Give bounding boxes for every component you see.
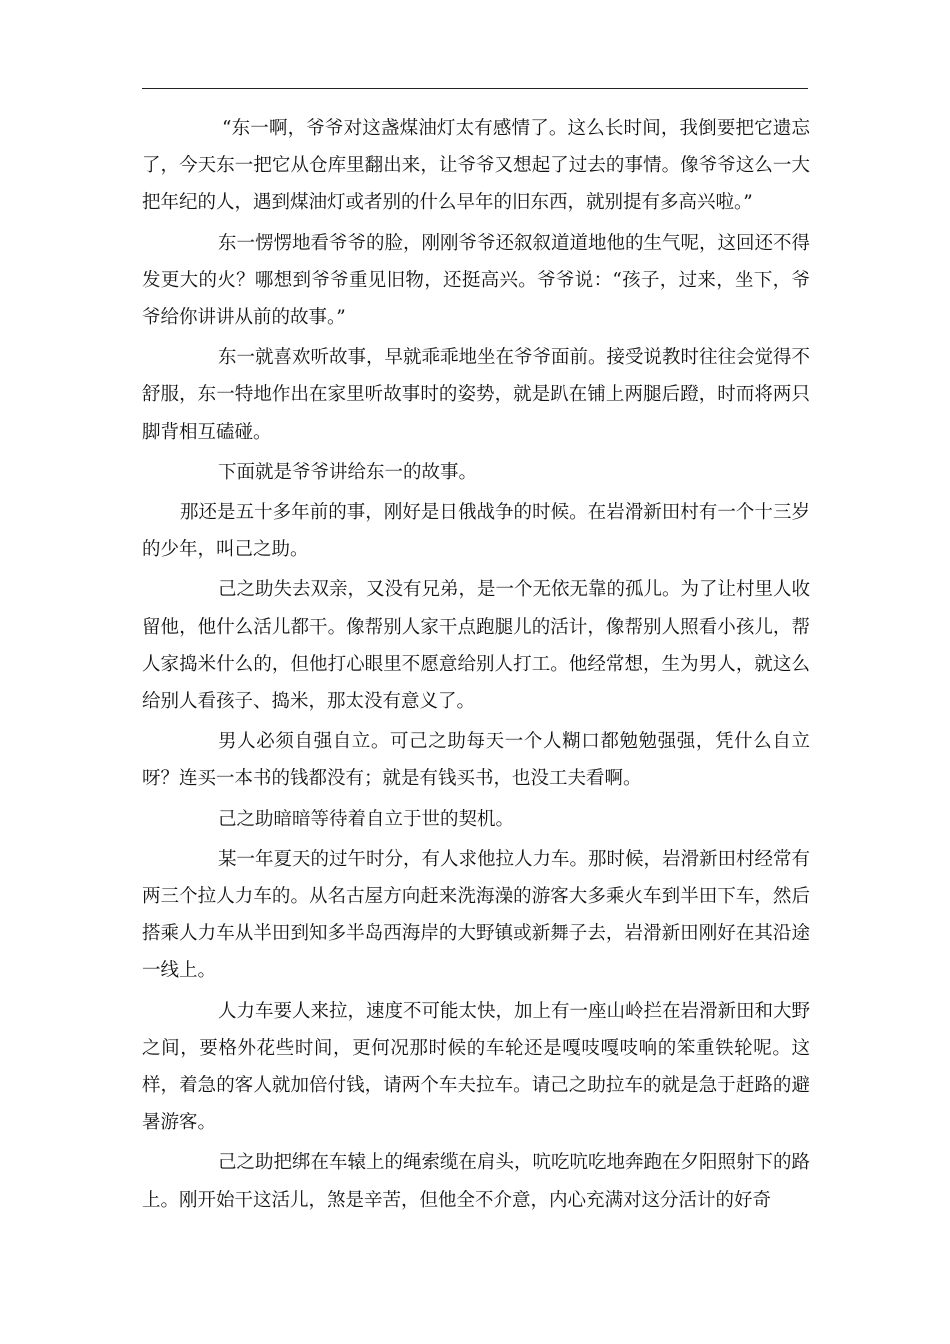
paragraph: “东一啊，爷爷对这盏煤油灯太有感情了。这么长时间，我倒要把它遗忘了，今天东一把它从仓库里翻出来，让爷爷又想起了过去的事情。像爷爷这么一大把年纪的人，遇到煤油灯或者别的什么早年的旧东西，就别提有多高兴啦。” xyxy=(142,118,810,214)
document-body xyxy=(142,110,810,1222)
paragraph: 那还是五十多年前的事，刚好是日俄战争的时候。在岩滑新田村有一个十三岁的少年，叫己之助。 xyxy=(142,502,810,561)
paragraph: 某一年夏天的过午时分，有人求他拉人力车。那时候，岩滑新田村经常有两三个拉人力车的。从名古屋方向赶来洗海澡的游客大多乘火车到半田下车，然后搭乘人力车从半田到知多半岛西海岸的大野镇或新舞子去，岩滑新田刚好在其沿途一线上。 xyxy=(142,848,811,982)
paragraph: 己之助暗暗等待着自立于世的契机。 xyxy=(218,808,515,830)
paragraph: 人力车要人来拉，速度不可能太快，加上有一座山岭拦在岩滑新田和大野之间，要格外花些时间，更何况那时候的车轮还是嘎吱嘎吱响的笨重铁轮呢。这样，着急的客人就加倍付钱，请两个车夫拉车。请己之助拉车的就是急于赶路的避暑游客。 xyxy=(142,1000,811,1134)
paragraph: 男人必须自强自立。可己之助每天一个人糊口都勉勉强强，凭什么自立呀？连买一本书的钱都没有；就是有钱买书，也没工夫看啊。 xyxy=(142,731,810,790)
paragraph: 东一就喜欢听故事，早就乖乖地坐在爷爷面前。接受说教时往往会觉得不舒服，东一特地作出在家里听故事时的姿势，就是趴在铺上两腿后蹬，时而将两只脚背相互磕碰。 xyxy=(142,347,811,443)
paragraph: 己之助把绑在车辕上的绳索缆在肩头，吭吃吭吃地奔跑在夕阳照射下的路上。刚开始干这活儿，煞是辛苦，但他全不介意，内心充满对这分活计的好奇 xyxy=(142,1152,811,1211)
header-rule xyxy=(142,88,808,89)
paragraph: 东一愣愣地看爷爷的脸，刚刚爷爷还叙叙道道地他的生气呢，这回还不得发更大的火？哪想到爷爷重见旧物，还挺高兴。爷爷说：“孩子，过来，坐下，爷爷给你讲讲从前的故事。” xyxy=(142,232,811,329)
paragraph: 下面就是爷爷讲给东一的故事。 xyxy=(218,461,478,483)
paragraph: 己之助失去双亲，又没有兄弟，是一个无依无靠的孤儿。为了让村里人收留他，他什么活儿都干。像帮别人家干点跑腿儿的活计，像帮别人照看小孩儿，帮人家捣米什么的，但他打心眼里不愿意给别人打工。他经常想，生为男人，就这么给别人看孩子、捣米，那太没有意义了。 xyxy=(142,579,811,713)
